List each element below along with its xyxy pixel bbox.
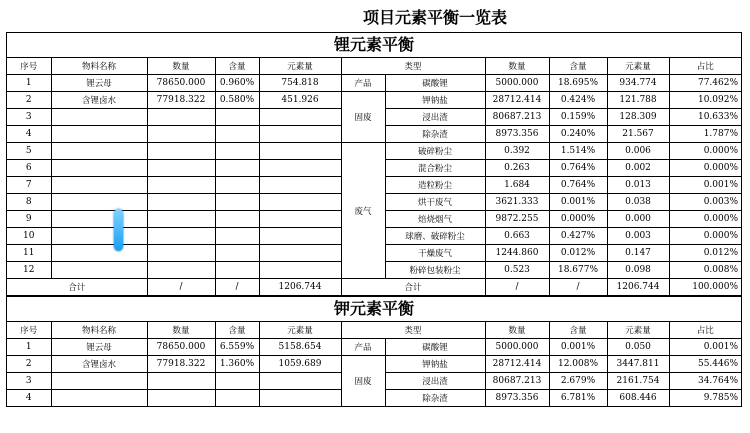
row-element (259, 390, 341, 407)
row-output-element: 0.050 (607, 339, 669, 356)
row-qty: 78650.000 (147, 339, 215, 356)
row-output-item: 造粒粉尘 (385, 177, 485, 194)
table-row (7, 75, 741, 92)
row-output-qty: 28712.414 (485, 356, 549, 373)
row-element: 451.926 (259, 92, 341, 109)
row-seq: 12 (7, 262, 51, 279)
row-output-element: 0.002 (607, 160, 669, 177)
out-total-qty: / (485, 279, 549, 296)
header-ratio: 占比 (669, 58, 741, 75)
row-output-item: 焙烧烟气 (385, 211, 485, 228)
row-output-qty: 8973.356 (485, 126, 549, 143)
row-output-element: 121.788 (607, 92, 669, 109)
row-content: 1.360% (215, 356, 259, 373)
row-output-content: 0.001% (549, 194, 607, 211)
row-output-item: 浸出渣 (385, 373, 485, 390)
row-seq: 7 (7, 177, 51, 194)
row-material (51, 211, 147, 228)
row-output-element: 3447.811 (607, 356, 669, 373)
row-output-ratio: 0.000% (669, 143, 741, 160)
table-row (7, 339, 741, 356)
header-content: 含量 (215, 58, 259, 75)
row-material (51, 126, 147, 143)
row-element (259, 143, 341, 160)
row-output-ratio: 9.785% (669, 390, 741, 407)
row-content (215, 262, 259, 279)
row-output-item: 混合粉尘 (385, 160, 485, 177)
row-output-item: 除杂渣 (385, 126, 485, 143)
row-output-element: 608.446 (607, 390, 669, 407)
row-output-element: 934.774 (607, 75, 669, 92)
row-content (215, 390, 259, 407)
row-output-content: 0.764% (549, 160, 607, 177)
row-output-element: 0.003 (607, 228, 669, 245)
row-qty (147, 245, 215, 262)
row-element: 754.818 (259, 75, 341, 92)
li-section-title: 锂元素平衡 (7, 32, 741, 57)
row-seq: 11 (7, 245, 51, 262)
row-seq: 9 (7, 211, 51, 228)
row-output-qty: 9872.255 (485, 211, 549, 228)
row-output-content: 0.764% (549, 177, 607, 194)
row-content (215, 194, 259, 211)
row-qty (147, 211, 215, 228)
row-content (215, 143, 259, 160)
row-output-content: 18.677% (549, 262, 607, 279)
out-total-label: 合计 (341, 279, 485, 296)
category-label: 产品 (341, 75, 385, 92)
header-type: 类型 (341, 322, 485, 339)
row-output-content: 6.781% (549, 390, 607, 407)
row-material: 含锂卤水 (51, 356, 147, 373)
row-output-item: 碳酸锂 (385, 75, 485, 92)
li-total-row (7, 279, 741, 296)
row-seq: 3 (7, 373, 51, 390)
row-output-element: 0.006 (607, 143, 669, 160)
row-qty (147, 143, 215, 160)
total-element: 1206.744 (259, 279, 341, 296)
row-element (259, 262, 341, 279)
row-output-ratio: 34.764% (669, 373, 741, 390)
row-seq: 2 (7, 92, 51, 109)
row-qty (147, 194, 215, 211)
row-content (215, 177, 259, 194)
row-material (51, 143, 147, 160)
row-element (259, 160, 341, 177)
row-material (51, 390, 147, 407)
row-seq: 1 (7, 75, 51, 92)
row-material (51, 373, 147, 390)
table-row (7, 356, 741, 373)
row-seq: 6 (7, 160, 51, 177)
row-output-qty: 0.523 (485, 262, 549, 279)
li-balance-table (7, 57, 741, 296)
row-output-qty: 3621.333 (485, 194, 549, 211)
row-output-content: 0.159% (549, 109, 607, 126)
row-output-element: 21.567 (607, 126, 669, 143)
row-output-ratio: 0.000% (669, 160, 741, 177)
row-output-item: 除杂渣 (385, 390, 485, 407)
row-qty (147, 390, 215, 407)
row-material (51, 177, 147, 194)
header-content: 含量 (215, 322, 259, 339)
row-output-element: 0.098 (607, 262, 669, 279)
header-element2: 元素量 (607, 322, 669, 339)
row-element (259, 211, 341, 228)
row-output-ratio: 55.446% (669, 356, 741, 373)
category-label: 废气 (341, 143, 385, 279)
row-output-ratio: 1.787% (669, 126, 741, 143)
row-material (51, 262, 147, 279)
row-material (51, 194, 147, 211)
row-element (259, 177, 341, 194)
row-content: 6.559% (215, 339, 259, 356)
header-qty2: 数量 (485, 322, 549, 339)
row-qty: 77918.322 (147, 92, 215, 109)
row-output-content: 2.679% (549, 373, 607, 390)
row-output-content: 1.514% (549, 143, 607, 160)
row-output-ratio: 0.000% (669, 211, 741, 228)
row-output-element: 0.000 (607, 211, 669, 228)
row-output-qty: 5000.000 (485, 75, 549, 92)
category-label: 固废 (341, 356, 385, 407)
drag-handle[interactable] (114, 209, 123, 251)
row-seq: 10 (7, 228, 51, 245)
total-qty: / (147, 279, 215, 296)
row-element (259, 109, 341, 126)
row-material (51, 245, 147, 262)
row-output-qty: 0.263 (485, 160, 549, 177)
row-qty (147, 126, 215, 143)
row-material (51, 228, 147, 245)
row-output-ratio: 10.633% (669, 109, 741, 126)
row-content: 0.960% (215, 75, 259, 92)
row-element (259, 126, 341, 143)
row-qty (147, 262, 215, 279)
row-element (259, 245, 341, 262)
row-material: 锂云母 (51, 75, 147, 92)
row-output-item: 粉碎包装粉尘 (385, 262, 485, 279)
row-output-content: 0.427% (549, 228, 607, 245)
row-output-content: 0.012% (549, 245, 607, 262)
header-material: 物料名称 (51, 58, 147, 75)
row-seq: 8 (7, 194, 51, 211)
row-qty (147, 177, 215, 194)
category-label: 产品 (341, 339, 385, 356)
row-content: 0.580% (215, 92, 259, 109)
row-output-element: 0.013 (607, 177, 669, 194)
header-seq: 序号 (7, 58, 51, 75)
row-seq: 3 (7, 109, 51, 126)
row-output-qty: 0.392 (485, 143, 549, 160)
row-output-content: 0.424% (549, 92, 607, 109)
row-output-content: 0.001% (549, 339, 607, 356)
row-seq: 2 (7, 356, 51, 373)
row-qty (147, 160, 215, 177)
row-output-item: 钾钠盐 (385, 92, 485, 109)
row-element (259, 373, 341, 390)
row-output-content: 12.008% (549, 356, 607, 373)
row-output-ratio: 0.001% (669, 177, 741, 194)
row-element (259, 228, 341, 245)
row-element (259, 194, 341, 211)
header-qty2: 数量 (485, 58, 549, 75)
row-content (215, 373, 259, 390)
row-content (215, 228, 259, 245)
header-qty: 数量 (147, 322, 215, 339)
row-qty: 77918.322 (147, 356, 215, 373)
k-balance-table (7, 321, 741, 407)
header-content2: 含量 (549, 322, 607, 339)
row-output-qty: 80687.213 (485, 373, 549, 390)
row-qty: 78650.000 (147, 75, 215, 92)
row-element: 1059.689 (259, 356, 341, 373)
row-output-item: 钾钠盐 (385, 356, 485, 373)
row-content (215, 211, 259, 228)
row-output-item: 碳酸锂 (385, 339, 485, 356)
table-row (7, 92, 741, 109)
row-output-ratio: 77.462% (669, 75, 741, 92)
header-qty: 数量 (147, 58, 215, 75)
row-output-item: 干燥废气 (385, 245, 485, 262)
row-seq: 1 (7, 339, 51, 356)
out-total-content: / (549, 279, 607, 296)
row-output-qty: 28712.414 (485, 92, 549, 109)
row-output-content: 0.000% (549, 211, 607, 228)
header-element: 元素量 (259, 58, 341, 75)
row-content (215, 126, 259, 143)
row-output-ratio: 10.092% (669, 92, 741, 109)
k-header-row (7, 322, 741, 339)
row-content (215, 245, 259, 262)
k-section-title: 钾元素平衡 (7, 296, 741, 321)
row-output-item: 球磨、破碎粉尘 (385, 228, 485, 245)
row-output-ratio: 0.000% (669, 228, 741, 245)
header-element2: 元素量 (607, 58, 669, 75)
row-output-ratio: 0.003% (669, 194, 741, 211)
row-seq: 5 (7, 143, 51, 160)
out-total-element: 1206.744 (607, 279, 669, 296)
row-seq: 4 (7, 126, 51, 143)
header-content2: 含量 (549, 58, 607, 75)
row-content (215, 109, 259, 126)
row-output-element: 128.309 (607, 109, 669, 126)
row-qty (147, 373, 215, 390)
header-ratio: 占比 (669, 322, 741, 339)
row-output-qty: 1244.860 (485, 245, 549, 262)
header-element: 元素量 (259, 322, 341, 339)
row-material (51, 109, 147, 126)
row-output-item: 浸出渣 (385, 109, 485, 126)
page-title: 项目元素平衡一览表 (362, 8, 507, 27)
row-output-ratio: 0.008% (669, 262, 741, 279)
category-label: 固废 (341, 92, 385, 143)
header-seq: 序号 (7, 322, 51, 339)
row-material: 锂云母 (51, 339, 147, 356)
row-output-element: 0.147 (607, 245, 669, 262)
row-qty (147, 109, 215, 126)
row-seq: 4 (7, 390, 51, 407)
li-header-row (7, 58, 741, 75)
row-output-item: 破碎粉尘 (385, 143, 485, 160)
row-element: 5158.654 (259, 339, 341, 356)
row-qty (147, 228, 215, 245)
row-output-ratio: 0.001% (669, 339, 741, 356)
row-content (215, 160, 259, 177)
row-material: 含锂卤水 (51, 92, 147, 109)
row-output-content: 0.240% (549, 126, 607, 143)
row-output-qty: 8973.356 (485, 390, 549, 407)
row-output-ratio: 0.012% (669, 245, 741, 262)
table-row (7, 143, 741, 160)
out-total-ratio: 100.000% (669, 279, 741, 296)
row-output-content: 18.695% (549, 75, 607, 92)
row-output-qty: 0.663 (485, 228, 549, 245)
total-content: / (215, 279, 259, 296)
row-output-qty: 80687.213 (485, 109, 549, 126)
header-type: 类型 (341, 58, 485, 75)
row-material (51, 160, 147, 177)
row-output-qty: 1.684 (485, 177, 549, 194)
row-output-qty: 5000.000 (485, 339, 549, 356)
row-output-item: 烘干废气 (385, 194, 485, 211)
header-material: 物料名称 (51, 322, 147, 339)
row-output-element: 0.038 (607, 194, 669, 211)
row-output-element: 2161.754 (607, 373, 669, 390)
total-label: 合计 (7, 279, 147, 296)
